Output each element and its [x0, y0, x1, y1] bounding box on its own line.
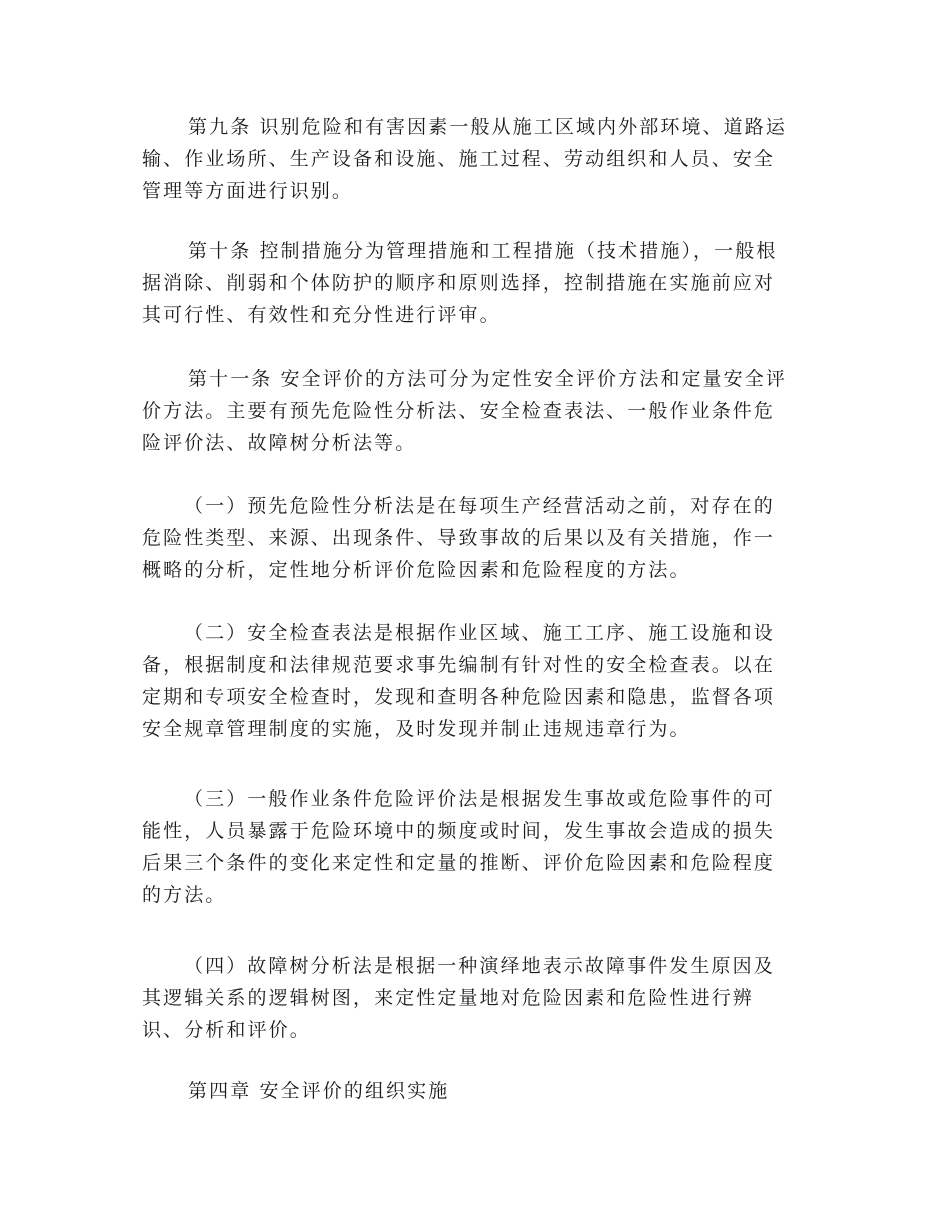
text-line: 安全规章管理制度的实施，及时发现并制止违规违章行为。	[142, 718, 691, 740]
text-line: 概略的分析，定性地分析评价危险因素和危险程度的方法。	[142, 559, 691, 581]
text-line: 识、分析和评价。	[142, 1019, 311, 1041]
text-line: 危险性类型、来源、出现条件、导致事故的后果以及有关措施，作一	[142, 527, 776, 549]
text-line: 后果三个条件的变化来定性和定量的推断、评价危险因素和危险程度	[142, 852, 776, 874]
text-line: 其逻辑关系的逻辑树图，来定性定量地对危险因素和危险性进行辨	[142, 987, 754, 1009]
text-line: 输、作业场所、生产设备和设施、施工过程、劳动组织和人员、安全	[142, 148, 776, 170]
text-line: 据消除、削弱和个体防护的顺序和原则选择，控制措施在实施前应对	[142, 272, 776, 294]
item-1-paragraph	[142, 490, 812, 586]
text-line: 第十一条 安全评价的方法可分为定性安全评价方法和定量安全评	[188, 368, 787, 390]
text-line: 能性，人员暴露于危险环境中的频度或时间，发生事故会造成的损失	[142, 820, 776, 842]
text-line: （一）预先危险性分析法是在每项生产经营活动之前，对存在的	[184, 495, 775, 517]
text-line: 的方法。	[142, 884, 227, 906]
text-line: （二）安全检查表法是根据作业区域、施工工序、施工设施和设	[184, 622, 775, 644]
text-line: 管理等方面进行识别。	[142, 180, 354, 202]
item-3-paragraph	[142, 783, 812, 911]
text-line: 第十条 控制措施分为管理措施和工程措施（技术措施），一般根	[188, 240, 778, 262]
chapter-4-heading	[142, 1075, 812, 1107]
text-line: 价方法。主要有预先危险性分析法、安全检查表法、一般作业条件危	[142, 400, 776, 422]
text-line: （三）一般作业条件危险评价法是根据发生事故或危险事件的可	[184, 788, 775, 810]
item-4-paragraph	[142, 950, 812, 1046]
text-line: 险评价法、故障树分析法等。	[142, 432, 417, 454]
chapter-title: 第四章 安全评价的组织实施	[188, 1080, 450, 1102]
text-line: 备，根据制度和法律规范要求事先编制有针对性的安全检查表。以在	[142, 654, 776, 676]
article-9-paragraph	[142, 111, 812, 207]
item-2-paragraph	[142, 617, 812, 745]
text-line: 其可行性、有效性和充分性进行评审。	[142, 304, 501, 326]
text-line: （四）故障树分析法是根据一种演绎地表示故障事件发生原因及	[184, 955, 775, 977]
article-11-paragraph	[142, 363, 812, 459]
text-line: 第九条 识别危险和有害因素一般从施工区域内外部环境、道路运	[188, 116, 787, 138]
article-10-paragraph	[142, 235, 812, 331]
text-line: 定期和专项安全检查时，发现和查明各种危险因素和隐患，监督各项	[142, 686, 776, 708]
